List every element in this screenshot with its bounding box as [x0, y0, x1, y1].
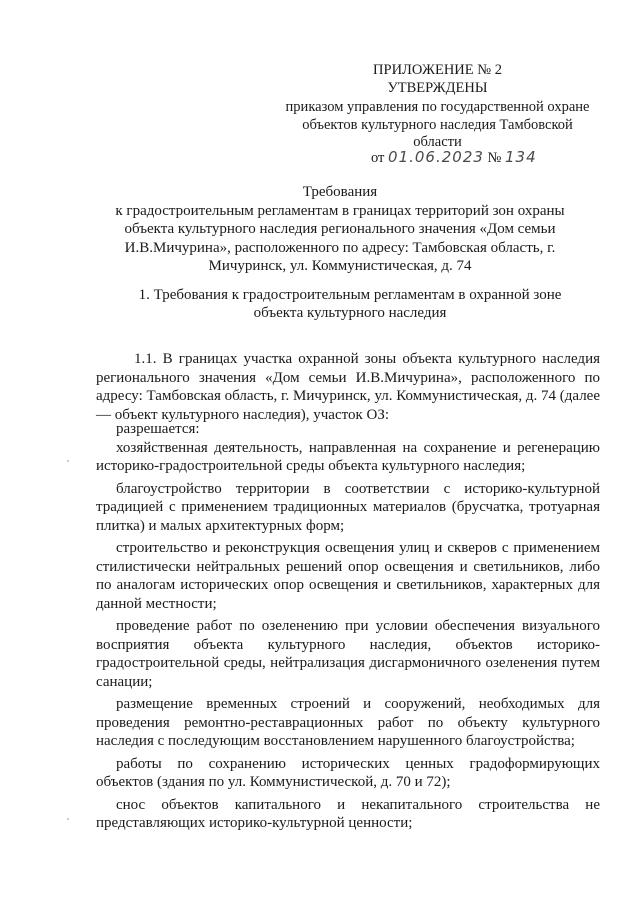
document-subtitle: к градостроительным регламентам в границах территорий зон охраны объекта культурного наследия регионального значения «Дом семьи И.В.Мичурина», расположенного по адресу: Тамбовская область, г. Мичуринск, ул. Коммунистическая, д. 74	[115, 202, 565, 274]
paragraph-1-1: 1.1. В границах участка охранной зоны объекта культурного наследия регионального значения «Дом семьи И.В.Мичурина», расположенного по адресу: Тамбовская область, г. Мичуринск, ул. Коммунистическая, д. 74 (далее — объект культурного наследия), участок ОЗ:	[96, 351, 600, 423]
document-title-block	[100, 183, 580, 276]
list-item: размещение временных строений и сооружений, необходимых для проведения ремонтно-реставрационных работ по объекту культурного наследия с последующим восстановлением нарушенного благоустройства;	[96, 696, 600, 749]
approved-label: УТВЕРЖДЕНЫ	[387, 80, 488, 96]
list-item: снос объектов капитального и некапитального строительства не представляющих историко-культурной ценности;	[96, 796, 600, 831]
allowed-list	[96, 420, 600, 837]
document-heading: Требования	[302, 184, 378, 200]
section-title: 1. Требования к градостроительным регламентам в охранной зоне объекта культурного наследия	[138, 287, 562, 321]
handwritten-number: 134	[505, 148, 537, 166]
list-item: хозяйственная деятельность, направленная на сохранение и регенерацию историко-градостроительной среды объекта культурного наследия;	[96, 439, 600, 474]
scan-speck	[67, 818, 69, 820]
appendix-number: ПРИЛОЖЕНИЕ № 2	[373, 62, 502, 78]
handwritten-date: 01.06.2023	[388, 148, 484, 166]
order-date-line	[371, 148, 537, 167]
section-body	[96, 350, 600, 428]
allowed-label: разрешается:	[116, 421, 200, 437]
scan-speck	[67, 460, 69, 462]
number-prefix: №	[487, 150, 502, 166]
list-item: работы по сохранению исторических ценных градоформирующих объектов (здания по ул. Коммунистической, д. 70 и 72);	[96, 755, 600, 790]
list-item: благоустройство территории в соответствии с историко-культурной традицией с применением традиционных материалов (брусчатка, тротуарная плитка) и малых архитектурных форм;	[96, 480, 600, 534]
list-item: строительство и реконструкция освещения улиц и скверов с применением стилистически нейтральных решений опор освещения и светильников, либо по аналогам исторических опор освещения и светильников, характерных для данной местности;	[96, 540, 600, 612]
list-item: проведение работ по озеленению при условии обеспечения визуального восприятия объекта культурного наследия, объектов историко-градостроительной среды, нейтрализация дисгармоничного озеленения путем санации;	[96, 618, 600, 690]
order-reference: приказом управления по государственной охране объектов культурного наследия Тамбовской области	[285, 99, 590, 150]
date-prefix: от	[371, 150, 385, 166]
